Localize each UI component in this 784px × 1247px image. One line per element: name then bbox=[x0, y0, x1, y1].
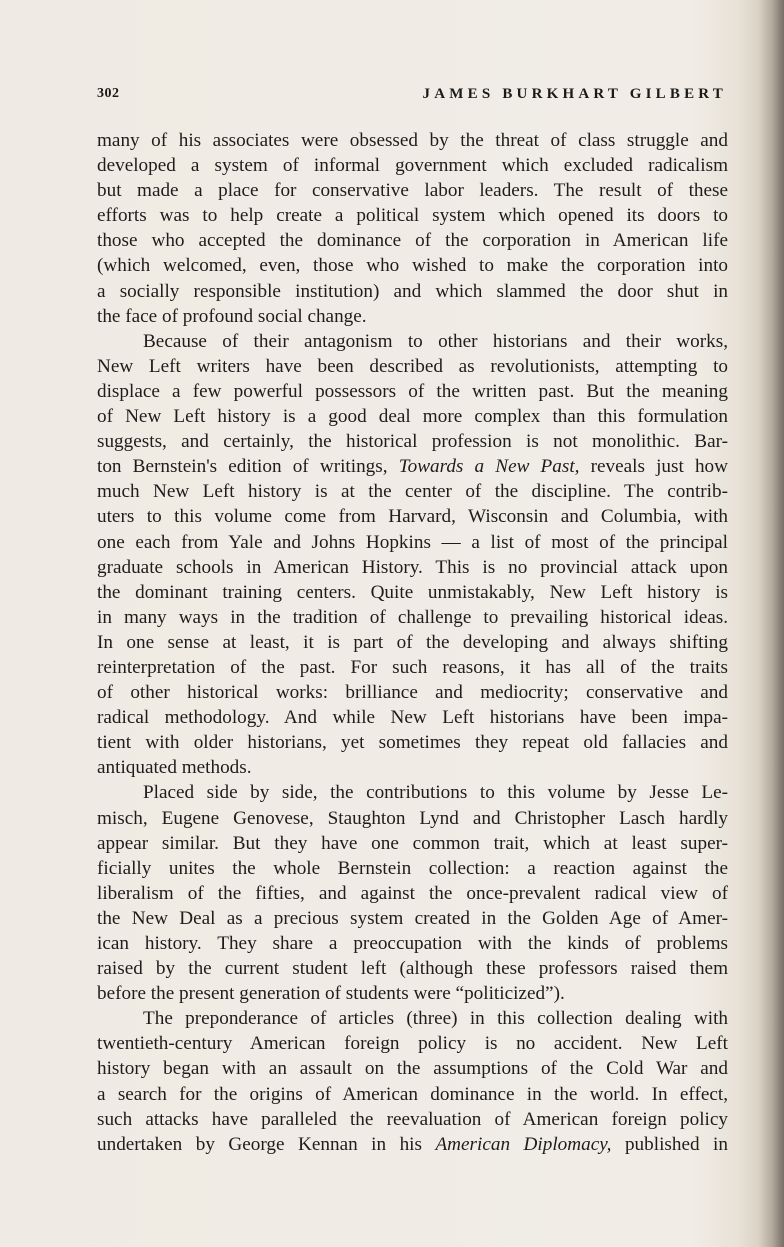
text-line-content: (which welcomed, even, those who wished to make the corporation into bbox=[97, 255, 728, 277]
book-title: American Diplomacy, bbox=[435, 1133, 612, 1155]
text-line bbox=[97, 705, 728, 730]
text-line-content: before the present generation of students were “politicized”). bbox=[97, 983, 565, 1005]
text-line-content: graduate schools in American History. This is no provincial attack upon bbox=[97, 556, 728, 578]
text-line-content: but made a place for conservative labor leaders. The result of these bbox=[97, 180, 728, 202]
text-line-continuation: reveals just how bbox=[579, 456, 728, 478]
text-line bbox=[97, 479, 728, 504]
text-line bbox=[97, 228, 728, 253]
text-line bbox=[97, 128, 728, 153]
text-line-content: In one sense at least, it is part of the developing and always shifting bbox=[97, 631, 728, 653]
text-line bbox=[97, 956, 728, 981]
text-line-content: of New Left history is a good deal more complex than this formulation bbox=[97, 406, 728, 428]
text-line bbox=[97, 279, 728, 304]
text-line bbox=[97, 1132, 728, 1157]
text-line-content: Placed side by side, the contributions to this volume by Jesse Le- bbox=[143, 782, 728, 804]
text-line bbox=[97, 856, 728, 881]
text-line-content: the dominant training centers. Quite unmistakably, New Left history is bbox=[97, 581, 728, 603]
text-line-content: Because of their antagonism to other historians and their works, bbox=[143, 330, 728, 352]
text-line-content: misch, Eugene Genovese, Staughton Lynd and Christopher Lasch hardly bbox=[97, 807, 728, 829]
text-line-content: history began with an assault on the assumptions of the Cold War and bbox=[97, 1058, 728, 1080]
text-line-content: radical methodology. And while New Left historians have been impa- bbox=[97, 707, 728, 729]
text-line-content: ican history. They share a preoccupation with the kinds of problems bbox=[97, 933, 728, 954]
text-line bbox=[97, 680, 728, 705]
text-line bbox=[97, 881, 728, 906]
text-line bbox=[97, 530, 728, 555]
text-line-content: suggests, and certainly, the historical profession is not monolithic. Bar- bbox=[97, 431, 728, 453]
text-line-content: ton Bernstein's edition of writings, bbox=[97, 456, 399, 478]
text-line-content: efforts was to help create a political system which opened its doors to bbox=[97, 205, 728, 227]
text-line-content: much New Left history is at the center of the discipline. The contrib- bbox=[97, 481, 728, 503]
text-line-content: uters to this volume come from Harvard, Wisconsin and Columbia, with bbox=[97, 506, 728, 528]
text-line-content: one each from Yale and Johns Hopkins — a list of most of the principal bbox=[97, 531, 728, 553]
text-line bbox=[97, 1107, 728, 1132]
text-line-content: the New Deal as a precious system created in the Golden Age of Amer- bbox=[97, 907, 728, 929]
text-line bbox=[97, 1006, 728, 1031]
text-line bbox=[97, 1031, 728, 1056]
text-line bbox=[97, 454, 728, 479]
text-line-content: displace a few powerful possessors of the written past. But the meaning bbox=[97, 380, 728, 402]
text-line-continuation: published in bbox=[611, 1133, 728, 1155]
text-line-content: many of his associates were obsessed by the threat of class struggle and bbox=[97, 130, 728, 151]
text-line bbox=[97, 429, 728, 454]
page-header bbox=[97, 86, 727, 110]
text-line bbox=[97, 1082, 728, 1107]
text-line-content: those who accepted the dominance of the corporation in American life bbox=[97, 230, 728, 252]
text-line bbox=[97, 806, 728, 831]
text-line-content: reinterpretation of the past. For such reasons, it has all of the traits bbox=[97, 656, 728, 678]
text-line-content: The preponderance of articles (three) in this collection dealing with bbox=[143, 1008, 728, 1030]
text-line bbox=[97, 153, 728, 178]
page-number: 302 bbox=[97, 86, 120, 101]
body-text bbox=[97, 128, 728, 1157]
text-line-content: of other historical works: brilliance and mediocrity; conservative and bbox=[97, 682, 728, 704]
text-line-content: raised by the current student left (although these professors raised them bbox=[97, 958, 728, 980]
text-line bbox=[97, 329, 728, 354]
text-line-content: tient with older historians, yet sometimes they repeat old fallacies and bbox=[97, 732, 728, 754]
text-line bbox=[97, 981, 728, 1006]
text-line bbox=[97, 655, 728, 680]
text-line bbox=[97, 253, 728, 278]
text-line-content: ficially unites the whole Bernstein collection: a reaction against the bbox=[97, 857, 728, 879]
text-line bbox=[97, 1056, 728, 1081]
text-line bbox=[97, 304, 728, 329]
text-line-content: New Left writers have been described as revolutionists, attempting to bbox=[97, 355, 728, 377]
text-line bbox=[97, 379, 728, 404]
text-line bbox=[97, 404, 728, 429]
text-line bbox=[97, 630, 728, 655]
text-line bbox=[97, 605, 728, 630]
book-title: Towards a New Past, bbox=[398, 456, 580, 478]
text-line-content: antiquated methods. bbox=[97, 757, 252, 779]
text-line-content: developed a system of informal government which excluded radicalism bbox=[97, 155, 728, 177]
text-line bbox=[97, 831, 728, 856]
text-line-content: a socially responsible institution) and which slammed the door shut in bbox=[97, 280, 728, 302]
text-line bbox=[97, 354, 728, 379]
text-line bbox=[97, 203, 728, 228]
text-line-content: in many ways in the tradition of challenge to prevailing historical ideas. bbox=[97, 606, 728, 628]
text-line bbox=[97, 755, 728, 780]
text-line bbox=[97, 730, 728, 755]
text-line bbox=[97, 931, 728, 956]
text-line bbox=[97, 178, 728, 203]
text-line bbox=[97, 555, 728, 580]
text-line-content: such attacks have paralleled the reevaluation of American foreign policy bbox=[97, 1108, 728, 1130]
text-line bbox=[97, 504, 728, 529]
text-line-content: undertaken by George Kennan in his bbox=[97, 1133, 436, 1155]
text-line bbox=[97, 580, 728, 605]
text-line bbox=[97, 906, 728, 931]
text-line-content: appear similar. But they have one common trait, which at least super- bbox=[97, 832, 728, 854]
text-line-content: liberalism of the fifties, and against the once-prevalent radical view of bbox=[97, 882, 728, 904]
text-line-content: a search for the origins of American dominance in the world. In effect, bbox=[97, 1083, 728, 1105]
running-head: JAMES BURKHART GILBERT bbox=[422, 86, 727, 102]
text-line-content: the face of profound social change. bbox=[97, 305, 367, 327]
text-line-content: twentieth-century American foreign policy is no accident. New Left bbox=[97, 1033, 728, 1055]
text-line bbox=[97, 780, 728, 805]
page-gutter-shadow bbox=[758, 0, 784, 1247]
